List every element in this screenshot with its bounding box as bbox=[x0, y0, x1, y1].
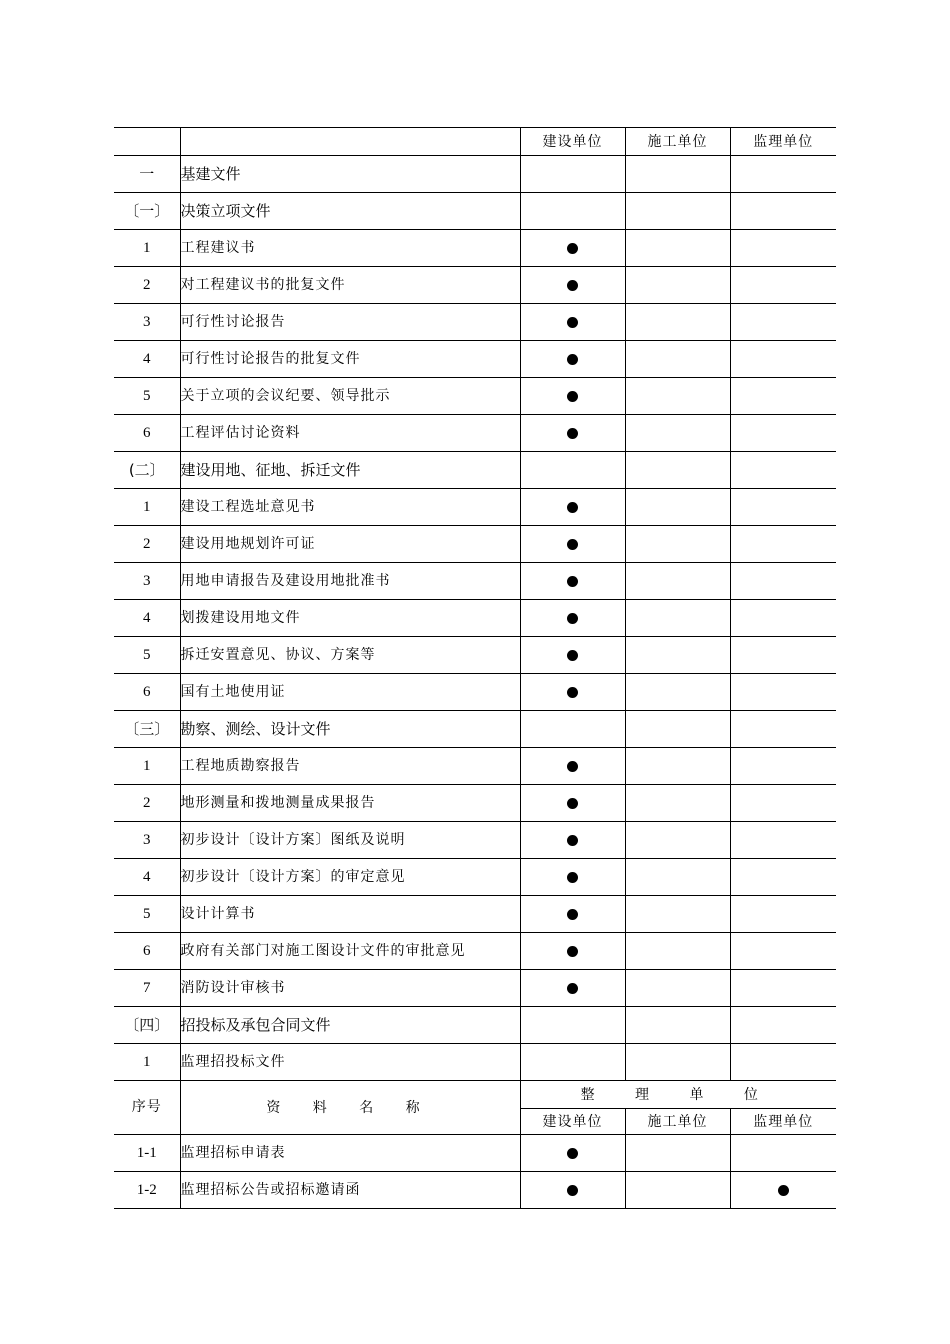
row-name: 设计计算书 bbox=[180, 896, 520, 933]
mark-jianshe-cell bbox=[520, 156, 625, 193]
mark-shigong-cell bbox=[625, 267, 730, 304]
mark-shigong-cell bbox=[625, 1135, 730, 1172]
row-name: 工程建议书 bbox=[180, 230, 520, 267]
row-number: 1 bbox=[114, 489, 180, 526]
filled-dot-mark bbox=[567, 835, 578, 846]
row-number: 6 bbox=[114, 674, 180, 711]
mark-jianshe-cell bbox=[520, 600, 625, 637]
row-number: 1 bbox=[114, 230, 180, 267]
mark-jianshe-cell bbox=[520, 304, 625, 341]
mark-jianshe-cell bbox=[520, 1135, 625, 1172]
row-number: (二〕 bbox=[114, 452, 180, 489]
row-number: 2 bbox=[114, 526, 180, 563]
mark-jianli-cell bbox=[730, 600, 836, 637]
mark-shigong-cell bbox=[625, 341, 730, 378]
row-number: 6 bbox=[114, 933, 180, 970]
row-name: 监理招标公告或招标邀请函 bbox=[180, 1172, 520, 1209]
mark-jianshe-cell bbox=[520, 896, 625, 933]
mark-jianli-cell bbox=[730, 1007, 836, 1044]
mark-shigong-cell bbox=[625, 637, 730, 674]
table-row bbox=[114, 1172, 836, 1209]
mark-jianli-cell bbox=[730, 859, 836, 896]
mark-shigong-cell bbox=[625, 156, 730, 193]
mark-shigong-cell bbox=[625, 563, 730, 600]
mark-shigong-cell bbox=[625, 526, 730, 563]
row-name: 初步设计〔设计方案〕图纸及说明 bbox=[180, 822, 520, 859]
filled-dot-mark bbox=[567, 243, 578, 254]
section-row bbox=[114, 156, 836, 193]
header-group-label: 整 理 单 位 bbox=[520, 1081, 836, 1109]
mark-jianshe-cell bbox=[520, 674, 625, 711]
row-name: 建设工程选址意见书 bbox=[180, 489, 520, 526]
mark-jianli-cell bbox=[730, 526, 836, 563]
mark-jianshe-cell bbox=[520, 563, 625, 600]
mark-shigong-cell bbox=[625, 859, 730, 896]
mark-jianshe-cell bbox=[520, 1044, 625, 1081]
row-number: 〔一〕 bbox=[114, 193, 180, 230]
table-row bbox=[114, 341, 836, 378]
mark-jianshe-cell bbox=[520, 230, 625, 267]
header-no-label: 序号 bbox=[114, 1081, 180, 1135]
row-name: 政府有关部门对施工图设计文件的审批意见 bbox=[180, 933, 520, 970]
row-number: 2 bbox=[114, 267, 180, 304]
mark-jianli-cell bbox=[730, 1044, 836, 1081]
row-name: 基建文件 bbox=[180, 156, 520, 193]
mark-shigong-cell bbox=[625, 452, 730, 489]
mark-shigong-cell bbox=[625, 304, 730, 341]
section-row bbox=[114, 452, 836, 489]
mark-jianli-cell bbox=[730, 970, 836, 1007]
filled-dot-mark bbox=[567, 946, 578, 957]
filled-dot-mark bbox=[567, 761, 578, 772]
filled-dot-mark bbox=[567, 798, 578, 809]
mark-shigong-cell bbox=[625, 822, 730, 859]
row-number: 5 bbox=[114, 378, 180, 415]
row-number: 〔四〕 bbox=[114, 1007, 180, 1044]
row-name: 国有土地使用证 bbox=[180, 674, 520, 711]
row-number: 1 bbox=[114, 748, 180, 785]
mark-jianshe-cell bbox=[520, 822, 625, 859]
section-row bbox=[114, 193, 836, 230]
mark-jianshe-cell bbox=[520, 378, 625, 415]
row-name: 监理招标申请表 bbox=[180, 1135, 520, 1172]
filled-dot-mark bbox=[778, 1185, 789, 1196]
mark-jianshe-cell bbox=[520, 970, 625, 1007]
section-row bbox=[114, 1007, 836, 1044]
mark-jianshe-cell bbox=[520, 193, 625, 230]
filled-dot-mark bbox=[567, 280, 578, 291]
row-name: 拆迁安置意见、协议、方案等 bbox=[180, 637, 520, 674]
mark-jianshe-cell bbox=[520, 489, 625, 526]
mark-shigong-cell bbox=[625, 711, 730, 748]
header-no-cell bbox=[114, 128, 180, 156]
header-name-cell bbox=[180, 128, 520, 156]
mark-jianli-cell bbox=[730, 193, 836, 230]
row-number: 一 bbox=[114, 156, 180, 193]
mark-shigong-cell bbox=[625, 896, 730, 933]
mark-jianli-cell bbox=[730, 748, 836, 785]
filled-dot-mark bbox=[567, 1185, 578, 1196]
header2-col-jianli: 监理单位 bbox=[730, 1109, 836, 1135]
row-name: 消防设计审核书 bbox=[180, 970, 520, 1007]
row-number: 7 bbox=[114, 970, 180, 1007]
table-row bbox=[114, 637, 836, 674]
table-row bbox=[114, 563, 836, 600]
mark-jianli-cell bbox=[730, 785, 836, 822]
table-body bbox=[114, 128, 836, 1209]
filled-dot-mark bbox=[567, 687, 578, 698]
row-name: 决策立项文件 bbox=[180, 193, 520, 230]
table-row bbox=[114, 600, 836, 637]
mark-jianshe-cell bbox=[520, 637, 625, 674]
mark-shigong-cell bbox=[625, 600, 730, 637]
mark-shigong-cell bbox=[625, 970, 730, 1007]
table-row bbox=[114, 304, 836, 341]
mark-jianshe-cell bbox=[520, 267, 625, 304]
mark-jianshe-cell bbox=[520, 415, 625, 452]
mark-jianli-cell bbox=[730, 674, 836, 711]
row-number: 5 bbox=[114, 896, 180, 933]
row-name: 初步设计〔设计方案〕的审定意见 bbox=[180, 859, 520, 896]
row-name: 划拨建设用地文件 bbox=[180, 600, 520, 637]
mark-jianshe-cell bbox=[520, 933, 625, 970]
row-name: 地形测量和拨地测量成果报告 bbox=[180, 785, 520, 822]
table-row bbox=[114, 859, 836, 896]
row-number: 3 bbox=[114, 304, 180, 341]
mark-jianli-cell bbox=[730, 1172, 836, 1209]
table-row bbox=[114, 378, 836, 415]
row-name: 建设用地、征地、拆迁文件 bbox=[180, 452, 520, 489]
row-number: 2 bbox=[114, 785, 180, 822]
filled-dot-mark bbox=[567, 872, 578, 883]
mark-jianli-cell bbox=[730, 452, 836, 489]
mark-jianli-cell bbox=[730, 267, 836, 304]
row-number: 3 bbox=[114, 822, 180, 859]
table-row bbox=[114, 674, 836, 711]
mark-shigong-cell bbox=[625, 230, 730, 267]
header-col-shigong: 施工单位 bbox=[625, 128, 730, 156]
mark-jianshe-cell bbox=[520, 748, 625, 785]
mark-shigong-cell bbox=[625, 674, 730, 711]
row-name: 关于立项的会议纪要、领导批示 bbox=[180, 378, 520, 415]
mark-jianli-cell bbox=[730, 933, 836, 970]
table-row bbox=[114, 415, 836, 452]
table-row bbox=[114, 896, 836, 933]
row-number: 1-1 bbox=[114, 1135, 180, 1172]
filled-dot-mark bbox=[567, 1148, 578, 1159]
table-row bbox=[114, 970, 836, 1007]
filled-dot-mark bbox=[567, 354, 578, 365]
mark-jianli-cell bbox=[730, 489, 836, 526]
mark-jianshe-cell bbox=[520, 341, 625, 378]
filled-dot-mark bbox=[567, 909, 578, 920]
row-number: 5 bbox=[114, 637, 180, 674]
mark-shigong-cell bbox=[625, 785, 730, 822]
archive-document-table bbox=[114, 127, 836, 1209]
mark-shigong-cell bbox=[625, 378, 730, 415]
table-row bbox=[114, 822, 836, 859]
header-name-label: 资 料 名 称 bbox=[180, 1081, 520, 1135]
mark-shigong-cell bbox=[625, 193, 730, 230]
table-row bbox=[114, 267, 836, 304]
filled-dot-mark bbox=[567, 576, 578, 587]
table-row bbox=[114, 933, 836, 970]
filled-dot-mark bbox=[567, 983, 578, 994]
filled-dot-mark bbox=[567, 391, 578, 402]
mark-jianshe-cell bbox=[520, 1172, 625, 1209]
row-name: 建设用地规划许可证 bbox=[180, 526, 520, 563]
row-number: 4 bbox=[114, 341, 180, 378]
mark-jianli-cell bbox=[730, 230, 836, 267]
row-name: 工程评估讨论资料 bbox=[180, 415, 520, 452]
mark-jianli-cell bbox=[730, 341, 836, 378]
mark-jianshe-cell bbox=[520, 711, 625, 748]
mark-jianli-cell bbox=[730, 637, 836, 674]
row-name: 用地申请报告及建设用地批准书 bbox=[180, 563, 520, 600]
mark-shigong-cell bbox=[625, 933, 730, 970]
mark-shigong-cell bbox=[625, 1007, 730, 1044]
header-col-jianshe: 建设单位 bbox=[520, 128, 625, 156]
mark-jianli-cell bbox=[730, 711, 836, 748]
filled-dot-mark bbox=[567, 613, 578, 624]
mark-jianli-cell bbox=[730, 1135, 836, 1172]
header2-col-shigong: 施工单位 bbox=[625, 1109, 730, 1135]
table-row bbox=[114, 785, 836, 822]
mark-jianli-cell bbox=[730, 822, 836, 859]
row-name: 监理招投标文件 bbox=[180, 1044, 520, 1081]
mark-jianli-cell bbox=[730, 156, 836, 193]
row-name: 可行性讨论报告 bbox=[180, 304, 520, 341]
row-number: 4 bbox=[114, 859, 180, 896]
header-col-jianli: 监理单位 bbox=[730, 128, 836, 156]
header2-col-jianshe: 建设单位 bbox=[520, 1109, 625, 1135]
row-number: 1-2 bbox=[114, 1172, 180, 1209]
mark-jianli-cell bbox=[730, 304, 836, 341]
table-row bbox=[114, 526, 836, 563]
row-number: 1 bbox=[114, 1044, 180, 1081]
mark-jianshe-cell bbox=[520, 452, 625, 489]
filled-dot-mark bbox=[567, 650, 578, 661]
filled-dot-mark bbox=[567, 502, 578, 513]
mark-jianshe-cell bbox=[520, 859, 625, 896]
filled-dot-mark bbox=[567, 428, 578, 439]
mark-shigong-cell bbox=[625, 1044, 730, 1081]
row-number: 6 bbox=[114, 415, 180, 452]
table-row bbox=[114, 748, 836, 785]
mark-shigong-cell bbox=[625, 415, 730, 452]
table-header-row bbox=[114, 128, 836, 156]
row-name: 工程地质勘察报告 bbox=[180, 748, 520, 785]
table-header-row-2 bbox=[114, 1081, 836, 1109]
row-name: 对工程建议书的批复文件 bbox=[180, 267, 520, 304]
mark-jianshe-cell bbox=[520, 785, 625, 822]
mark-jianli-cell bbox=[730, 415, 836, 452]
row-name: 招投标及承包合同文件 bbox=[180, 1007, 520, 1044]
row-name: 勘察、测绘、设计文件 bbox=[180, 711, 520, 748]
filled-dot-mark bbox=[567, 317, 578, 328]
table-row bbox=[114, 1135, 836, 1172]
mark-jianli-cell bbox=[730, 378, 836, 415]
row-name: 可行性讨论报告的批复文件 bbox=[180, 341, 520, 378]
mark-jianshe-cell bbox=[520, 1007, 625, 1044]
mark-shigong-cell bbox=[625, 1172, 730, 1209]
table-row bbox=[114, 1044, 836, 1081]
mark-shigong-cell bbox=[625, 748, 730, 785]
mark-jianli-cell bbox=[730, 896, 836, 933]
table-row bbox=[114, 489, 836, 526]
mark-jianli-cell bbox=[730, 563, 836, 600]
row-number: 〔三〕 bbox=[114, 711, 180, 748]
mark-shigong-cell bbox=[625, 489, 730, 526]
filled-dot-mark bbox=[567, 539, 578, 550]
row-number: 3 bbox=[114, 563, 180, 600]
row-number: 4 bbox=[114, 600, 180, 637]
mark-jianshe-cell bbox=[520, 526, 625, 563]
section-row bbox=[114, 711, 836, 748]
table-row bbox=[114, 230, 836, 267]
